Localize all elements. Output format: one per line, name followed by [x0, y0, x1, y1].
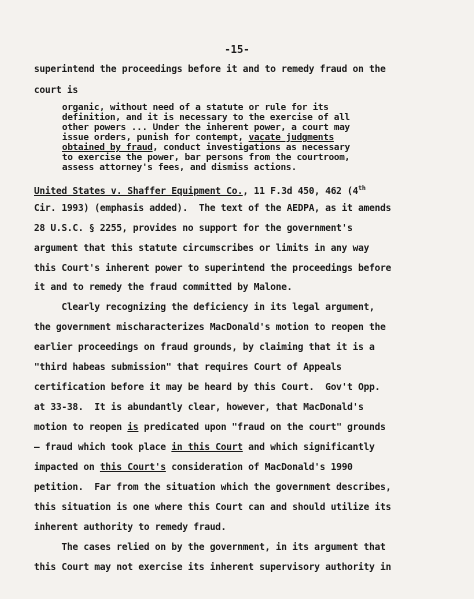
- paragraph3-line-1: The cases relied on by the government, in its argument that: [34, 542, 386, 553]
- emphasis-obtained-by-fraud: obtained by fraud: [62, 142, 153, 153]
- paragraph2-line-9: [34, 462, 353, 473]
- p2-l9-text-c: consideration of MacDonald's 1990: [165, 462, 353, 473]
- paragraph2-line-2: the government mischaracterizes MacDonald's motion to reopen the: [34, 322, 386, 333]
- paragraph2-line-6: at 33-38. It is abundantly clear, however, that MacDonald's: [34, 402, 364, 413]
- paragraph2-line-3: earlier proceedings on fraud grounds, by claiming that it is a: [34, 342, 375, 353]
- p2-l8-text-c: and which significantly: [242, 442, 375, 453]
- emphasis-is: is: [127, 422, 139, 433]
- paragraph2-line-1: Clearly recognizing the deficiency in its legal argument,: [34, 302, 375, 313]
- paragraph2-line-4: "third habeas submission" that requires Court of Appeals: [34, 362, 342, 373]
- quote-line-7: assess attorney's fees, and dismiss actions.: [62, 162, 297, 173]
- citation-line-6: it and to remedy the fraud committed by Malone.: [34, 282, 293, 293]
- case-name: United States v. Shaffer Equipment Co.: [34, 186, 243, 198]
- quote-line-5-text: , conduct investigations as necessary: [152, 142, 350, 153]
- p2-l7-text-c: predicated upon "fraud on the court" grounds: [138, 422, 386, 433]
- paragraph1-line-1: superintend the proceedings before it and to remedy fraud on the: [34, 64, 386, 75]
- citation-superscript: th: [358, 184, 366, 192]
- quote-line-4-text: issue orders, punish for contempt,: [62, 132, 249, 143]
- page-number: -15-: [224, 44, 250, 56]
- p2-l7-text-a: motion to reopen: [34, 422, 128, 433]
- citation-line-1: [34, 183, 366, 197]
- quote-line-6: to exercise the power, bar persons from the courtroom,: [62, 152, 350, 163]
- citation-line-4: argument that this statute circumscribes or limits in any way: [34, 243, 370, 254]
- paragraph3-line-2: this Court may not exercise its inherent supervisory authority in: [34, 562, 392, 573]
- paragraph2-line-11: this situation is one where this Court can and should utilize its: [34, 502, 392, 513]
- emphasis-in-this-court: in this Court: [171, 442, 243, 453]
- paragraph2-line-10: petition. Far from the situation which the government describes,: [34, 482, 392, 493]
- p2-l8-text-a: — fraud which took place: [34, 442, 172, 453]
- quote-line-1: organic, without need of a statute or rule for its: [62, 102, 329, 113]
- paragraph1-line-2: court is: [34, 85, 78, 96]
- paragraph2-line-7: [34, 422, 386, 433]
- emphasis-vacate-judgments: vacate judgments: [248, 132, 334, 143]
- p2-l9-text-a: impacted on: [34, 462, 100, 473]
- paragraph2-line-5: certification before it may be heard by this Court. Gov't Opp.: [34, 382, 381, 393]
- citation-line-3: 28 U.S.C. § 2255, provides no support for the government's: [34, 223, 353, 234]
- citation-line-5: this Court's inherent power to superintend the proceedings before: [34, 263, 392, 274]
- paragraph2-line-12: inherent authority to remedy fraud.: [34, 522, 227, 533]
- quote-line-3: other powers ... Under the inherent power, a court may: [62, 122, 350, 133]
- quote-line-2: definition, and it is necessary to the exercise of all: [62, 112, 350, 123]
- citation-reporter: , 11 F.3d 450, 462 (4: [242, 186, 359, 198]
- paragraph2-line-8: [34, 442, 375, 453]
- emphasis-this-courts: this Court's: [99, 462, 166, 473]
- citation-line-2: Cir. 1993) (emphasis added). The text of the AEDPA, as it amends: [34, 203, 392, 214]
